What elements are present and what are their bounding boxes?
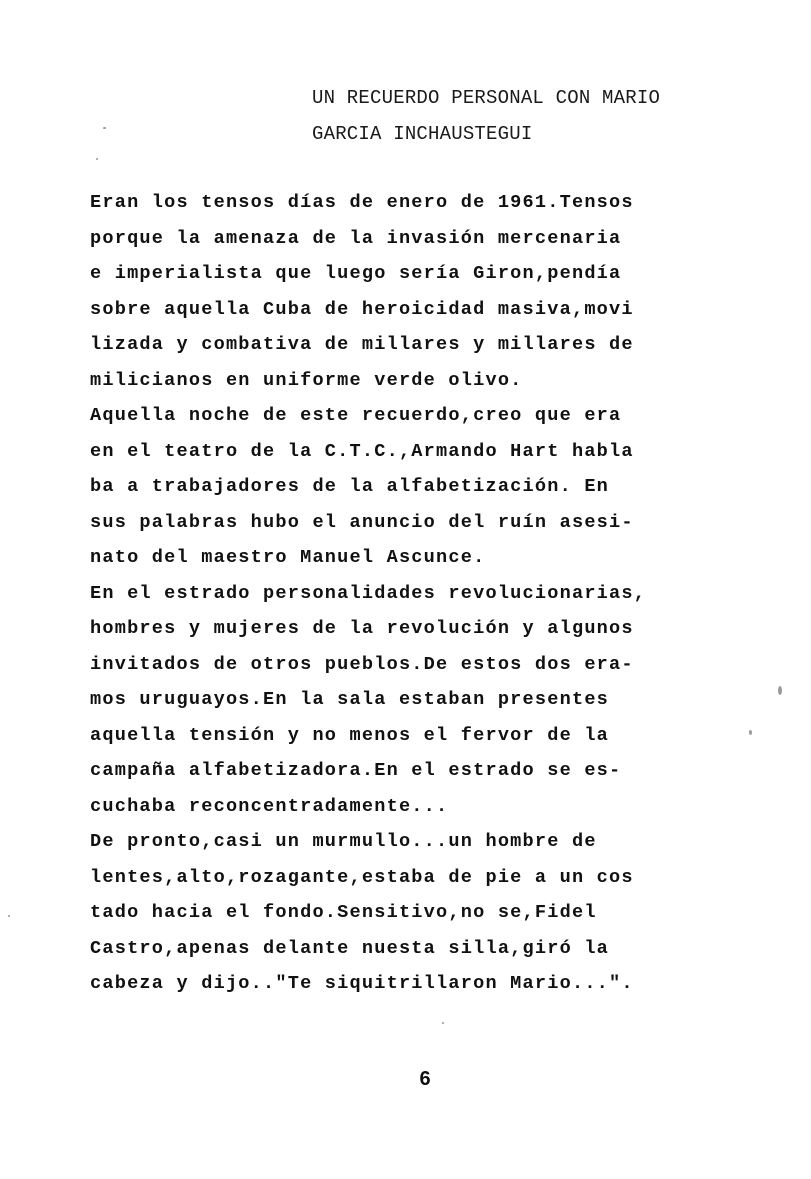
document-title <box>312 80 792 152</box>
body-line-8: en el teatro de la C.T.C.,Armando Hart habla <box>90 440 634 462</box>
scan-speck <box>749 730 752 735</box>
body-line-23: cabeza y dijo.."Te siquitrillaron Mario...". <box>90 973 634 994</box>
body-line-20: lentes,alto,rozagante,estaba de pie a un cos <box>90 866 634 888</box>
body-line-12: En el estrado personalidades revolucionarias, <box>90 582 647 604</box>
body-line-11: nato del maestro Manuel Ascunce. <box>90 547 486 568</box>
title-line-1: UN RECUERDO PERSONAL CON MARIO <box>312 87 661 109</box>
body-line-7: Aquella noche de este recuerdo,creo que era <box>90 405 622 426</box>
body-line-16: aquella tensión y no menos el fervor de la <box>90 724 610 746</box>
body-line-21: tado hacia el fondo.Sensitivo,no se,Fidel <box>90 902 597 923</box>
scan-speck <box>96 158 98 160</box>
body-line-6: milicianos en uniforme verde olivo. <box>90 369 523 391</box>
body-line-22: Castro,apenas delante nuesta silla,giró la <box>90 937 610 959</box>
body-line-18: cuchaba reconcentradamente... <box>90 795 449 817</box>
body-line-9: ba a trabajadores de la alfabetización. En <box>90 476 610 497</box>
body-line-17: campaña alfabetizadora.En el estrado se es- <box>90 760 622 781</box>
scan-speck <box>778 686 782 695</box>
body-line-5: lizada y combativa de millares y millares de <box>90 334 634 355</box>
body-line-2: porque la amenaza de la invasión mercenaria <box>90 227 622 249</box>
body-line-1: Eran los tensos días de enero de 1961.Tensos <box>90 192 634 213</box>
page-number: 6 <box>419 1068 431 1090</box>
body-line-15: mos uruguayos.En la sala estaban presentes <box>90 689 610 710</box>
body-line-13: hombres y mujeres de la revolución y algunos <box>90 618 634 639</box>
scan-speck <box>442 1022 444 1024</box>
body-line-4: sobre aquella Cuba de heroicidad masiva,movi <box>90 298 634 320</box>
body-line-3: e imperialista que luego sería Giron,pendía <box>90 263 622 284</box>
title-line-2: GARCIA INCHAUSTEGUI <box>312 123 533 145</box>
scan-speck <box>8 915 10 917</box>
scan-speck <box>103 127 106 129</box>
body-text <box>90 185 795 1002</box>
body-line-19: De pronto,casi un murmullo...un hombre de <box>90 831 597 852</box>
body-line-14: invitados de otros pueblos.De estos dos era- <box>90 653 634 675</box>
body-line-10: sus palabras hubo el anuncio del ruín asesi- <box>90 511 634 533</box>
